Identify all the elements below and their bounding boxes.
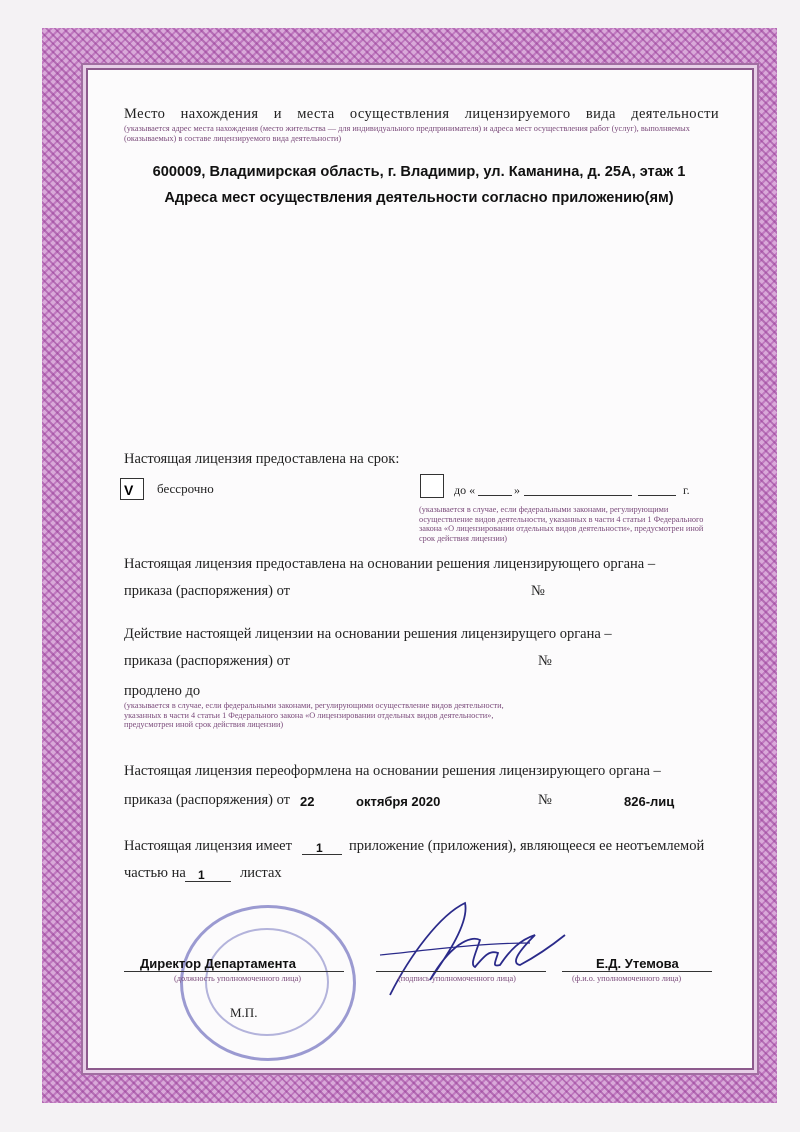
name-note: (ф.и.о. уполномоченного лица) bbox=[572, 974, 682, 983]
appendix-sheets-suffix: листах bbox=[240, 865, 282, 881]
location-note: (указывается адрес места нахождения (место жительства — для индивидуального предпринимателя) и адреса мест осуществления работ (услуг), выполняемых (оказываемых) в составе лицензируемого вида деятельности) bbox=[124, 124, 690, 143]
basis-number-label: № bbox=[531, 583, 545, 599]
until-checkbox bbox=[420, 474, 444, 498]
stamp-place: М.П. bbox=[230, 1005, 258, 1020]
until-note: (указывается в случае, если федеральными законами, регулирующими осуществление видов деятельности, указанных в части 4 статьи 1 Федерального закона «О лицензировании отдельных видов деятельности», предусмотрен иной срок действия лицензии) bbox=[419, 505, 704, 543]
handwritten-signature-icon bbox=[370, 895, 570, 1005]
reissue-order-label: приказа (распоряжения) от bbox=[124, 792, 290, 808]
until-month-line bbox=[524, 495, 632, 496]
appendix-sheets-line bbox=[185, 881, 231, 882]
extension-note: (указывается в случае, если федеральными законами, регулирующими осуществление видов деятельности, указанных в части 4 статьи 1 Федерального закона «О лицензировании отдельных видов деятельности», предусмотрен иной срок действия лицензии) bbox=[124, 701, 504, 730]
signature-note: (подпись уполномоченного лица) bbox=[398, 974, 516, 983]
year-suffix: г. bbox=[683, 483, 690, 497]
appendix-part-prefix: частью на bbox=[124, 865, 186, 881]
signer-name: Е.Д. Утемова bbox=[596, 956, 679, 971]
position-line bbox=[124, 971, 344, 972]
extension-number-label: № bbox=[538, 653, 552, 669]
basis-text: Настоящая лицензия предоставлена на основании решения лицензирующего органа – bbox=[124, 556, 656, 572]
appendix-middle: приложение (приложения), являющееся ее неотъемлемой bbox=[349, 838, 705, 854]
indefinite-label: бессрочно bbox=[157, 481, 214, 496]
reissue-number-label: № bbox=[538, 792, 552, 808]
check-mark: V bbox=[124, 482, 134, 498]
term-label: Настоящая лицензия предоставлена на срок: bbox=[124, 451, 400, 467]
extension-text: Действие настоящей лицензии на основании решения лицензирущего органа – bbox=[124, 626, 612, 642]
reissue-month-year: октября 2020 bbox=[356, 794, 441, 809]
until-prefix: до « bbox=[454, 483, 476, 497]
basis-order-label: приказа (распоряжения) от bbox=[124, 583, 290, 599]
appendix-prefix: Настоящая лицензия имеет bbox=[124, 838, 292, 854]
extension-order-label: приказа (распоряжения) от bbox=[124, 653, 290, 669]
until-day-line bbox=[478, 495, 512, 496]
reissue-day: 22 bbox=[300, 794, 315, 809]
signature-line bbox=[376, 971, 546, 972]
addresses-note: Адреса мест осуществления деятельности согласно приложению(ям) bbox=[164, 190, 674, 206]
location-heading: Место нахождения и места осуществления лицензируемого вида деятельности bbox=[124, 106, 719, 122]
until-year-line bbox=[638, 495, 676, 496]
name-line bbox=[562, 971, 712, 972]
extended-label: продлено до bbox=[124, 683, 201, 699]
appendix-count: 1 bbox=[316, 841, 323, 855]
reissue-text: Настоящая лицензия переоформлена на основании решения лицензирующего органа – bbox=[124, 763, 661, 779]
until-mid: » bbox=[514, 483, 520, 497]
address: 600009, Владимирская область, г. Владимир, ул. Каманина, д. 25А, этаж 1 bbox=[152, 164, 686, 180]
signer-position: Директор Департамента bbox=[140, 956, 297, 971]
appendix-sheets: 1 bbox=[198, 868, 205, 882]
position-note: (должность уполномоченного лица) bbox=[174, 974, 302, 983]
reissue-number: 826-лиц bbox=[624, 794, 675, 809]
